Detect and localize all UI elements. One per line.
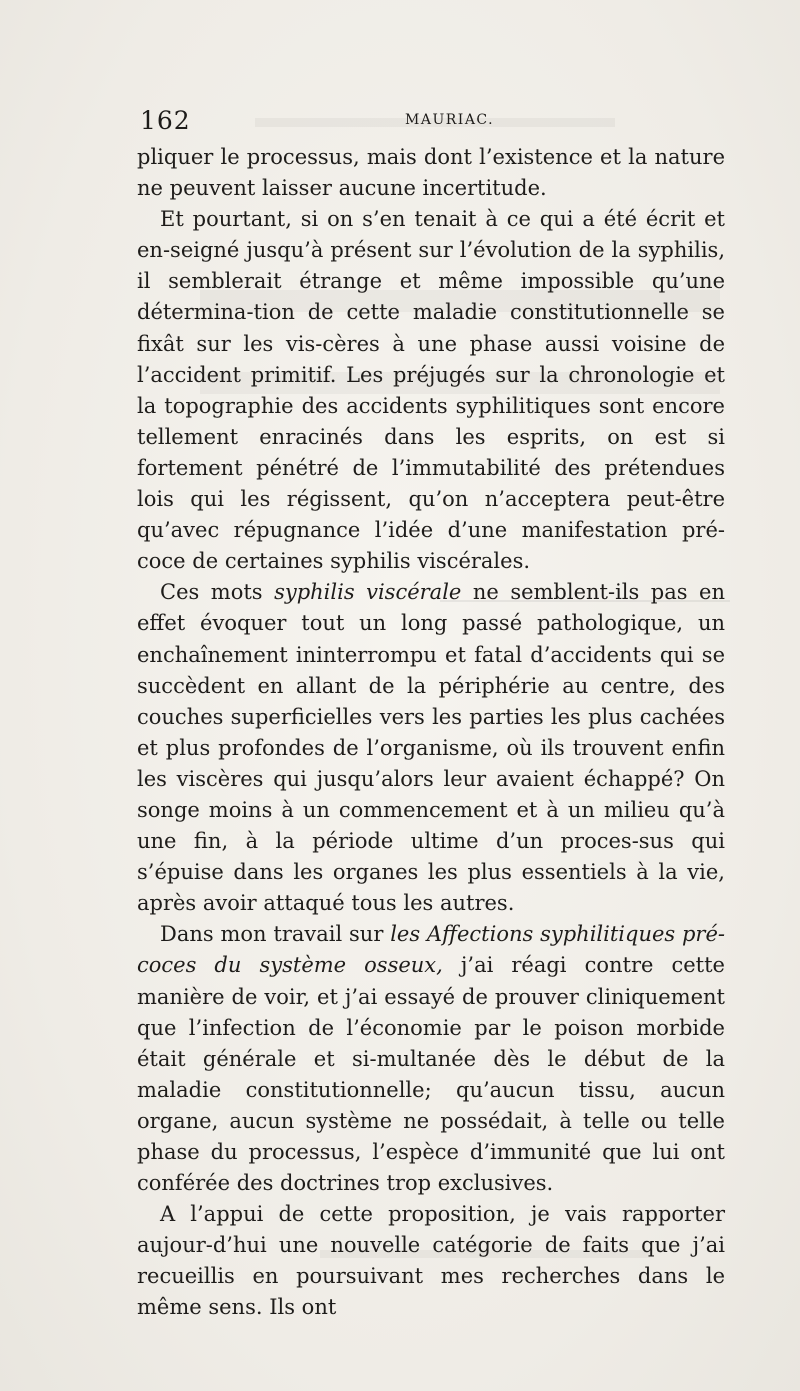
running-head: MAURIAC. <box>405 112 495 128</box>
paragraph-text: ne semblent-ils pas en effet évoquer tout un long passé pathologique, un enchaînement ininterrompu et fatal d’accidents qui se succèdent en allant de la périphérie au centre, des couches superficielles vers les parties les plus cachées et plus profondes de l’organisme, où ils trouvent enfin les viscères qui jusqu’alors leur avaient échappé? On songe moins à un commencement et à un milieu qu’à une fin, à la période ultime d’un proces-sus qui s’épuise dans les organes les plus essentiels à la vie, après avoir attaqué tous les autres. <box>137 580 725 916</box>
body-text <box>137 142 725 1324</box>
paragraph <box>137 142 725 204</box>
paragraph-text: pliquer le processus, mais dont l’existence et la nature ne peuvent laisser aucune incertitude. <box>137 145 725 201</box>
paragraph-text: A l’appui de cette proposition, je vais rapporter aujour-d’hui une nouvelle catégorie de faits que j’ai recueillis en poursuivant mes recherches dans le même sens. Ils ont <box>137 1202 725 1320</box>
page-header <box>142 106 725 146</box>
paragraph-text: Dans mon travail sur <box>160 922 391 947</box>
paragraph <box>137 919 725 1199</box>
italic-text: les Affections syphilitiques pré-coces du système osseux, <box>137 922 725 978</box>
paragraph <box>137 1199 725 1323</box>
italic-text: syphilis viscérale <box>274 580 462 605</box>
paragraph <box>137 204 725 577</box>
paragraph-text: j’ai réagi contre cette manière de voir, et j’ai essayé de prouver cliniquement que l’infection de l’économie par le poison morbide était générale et si-multanée dès le début de la maladie constitutionnelle; qu’aucun tissu, aucun organe, aucun système ne possédait, à telle ou telle phase du processus, l’espèce d’immunité que lui ont conférée des doctrines trop exclusives. <box>137 953 725 1196</box>
paragraph-text: Et pourtant, si on s’en tenait à ce qui a été écrit et en-seigné jusqu’à présent sur l’évolution de la syphilis, il semblerait étrange et même impossible qu’une détermina-tion de cette maladie constitutionnelle se fixât sur les vis-cères à une phase aussi voisine de l’accident primitif. Les préjugés sur la chronologie et la topographie des accidents syphilitiques sont encore tellement enracinés dans les esprits, on est si fortement pénétré de l’immutabilité des prétendues lois qui les régissent, qu’on n’acceptera peut-être qu’avec répugnance l’idée d’une manifestation pré-coce de certaines syphilis viscérales. <box>137 207 725 574</box>
paragraph <box>137 577 725 919</box>
paragraph-text: Ces mots <box>160 580 275 605</box>
page-number: 162 <box>140 106 191 135</box>
